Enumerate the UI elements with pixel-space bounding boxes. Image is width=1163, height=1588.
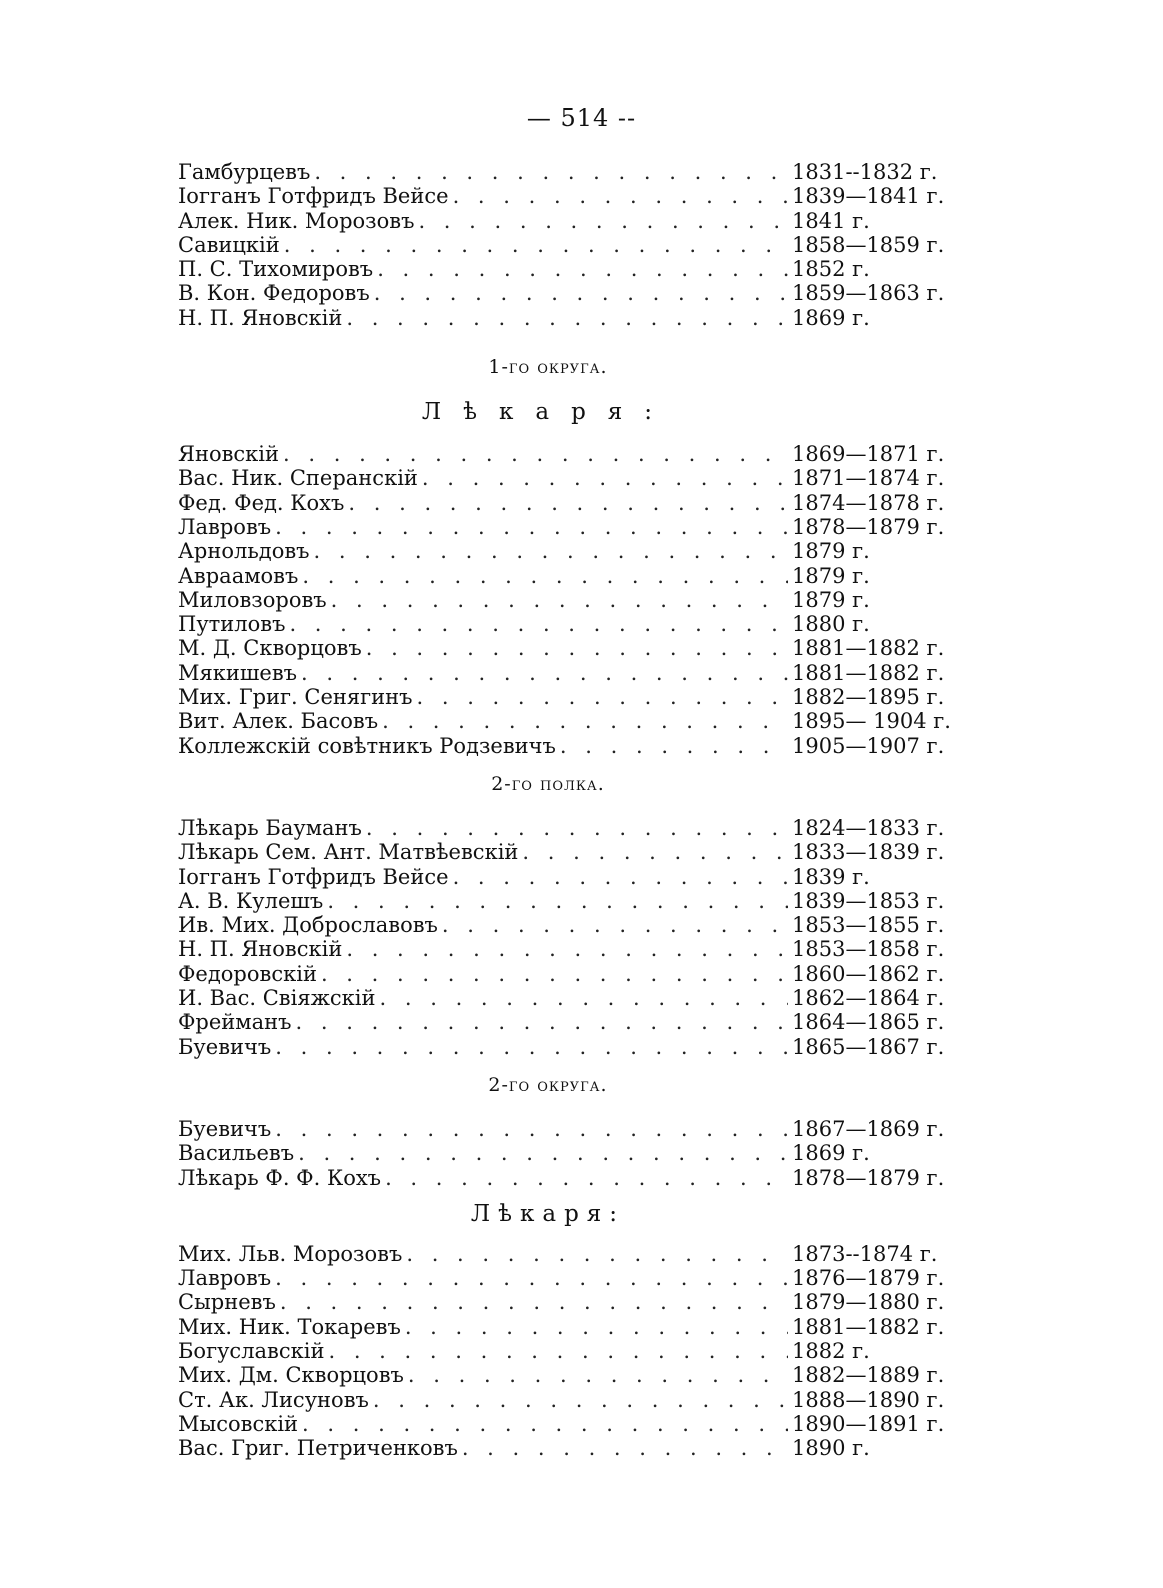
dot-leader bbox=[417, 685, 789, 709]
entry-years: 1853—1855 г. bbox=[792, 913, 945, 938]
list-item bbox=[178, 889, 978, 913]
list-item bbox=[178, 661, 978, 685]
list-item bbox=[178, 539, 978, 563]
entry-years: 1839—1853 г. bbox=[792, 888, 945, 913]
entry-name: Мякишевъ bbox=[178, 660, 298, 685]
entry-years: 1888—1890 г. bbox=[792, 1387, 945, 1412]
entry-name: Мих. Льв. Морозовъ bbox=[178, 1241, 403, 1266]
list-item bbox=[178, 209, 978, 233]
list-item bbox=[178, 734, 978, 758]
section-subheading: Лѣкаря: bbox=[421, 399, 675, 426]
entry-years: 1871—1874 г. bbox=[792, 466, 945, 491]
roster-list bbox=[178, 160, 978, 1460]
list-item bbox=[178, 281, 978, 305]
entry-years: 1869 г. bbox=[792, 1141, 870, 1166]
entry-years: 1869—1871 г. bbox=[792, 442, 945, 467]
list-item bbox=[178, 306, 978, 330]
entry-years: 1881—1882 г. bbox=[792, 660, 945, 685]
entry-years: 1881—1882 г. bbox=[792, 636, 945, 661]
entry-years: 1879 г. bbox=[792, 587, 870, 612]
entry-years: 1865—1867 г. bbox=[792, 1034, 945, 1059]
list-item bbox=[178, 612, 978, 636]
entry-years: 1833—1839 г. bbox=[792, 840, 945, 865]
entry-name: Гамбурцевъ bbox=[178, 160, 311, 184]
entry-name: М. Д. Скворцовъ bbox=[178, 636, 362, 661]
list-item bbox=[178, 1010, 978, 1034]
entry-name: Буевичъ bbox=[178, 1034, 272, 1059]
dot-leader bbox=[453, 184, 788, 208]
entry-years: 1882—1895 г. bbox=[792, 685, 945, 710]
dot-leader bbox=[296, 1010, 788, 1034]
entry-name: Мих. Григ. Сенягинъ bbox=[178, 685, 413, 710]
section-heading: 2-го полка. bbox=[491, 772, 605, 795]
dot-leader bbox=[280, 1290, 788, 1314]
dot-leader bbox=[366, 636, 788, 660]
dot-leader bbox=[275, 1035, 788, 1059]
dot-leader bbox=[406, 1242, 788, 1266]
dot-leader bbox=[284, 233, 788, 257]
entry-name: Яновскій bbox=[178, 442, 280, 467]
entry-years: 1878—1879 г. bbox=[792, 1165, 945, 1190]
list-item bbox=[178, 588, 978, 612]
dot-leader bbox=[385, 1166, 788, 1190]
list-item bbox=[178, 913, 978, 937]
entry-name: Мысовскій bbox=[178, 1411, 299, 1436]
list-item bbox=[178, 1117, 978, 1141]
dot-leader bbox=[275, 1117, 788, 1141]
entry-name: Фрейманъ bbox=[178, 1010, 292, 1035]
entry-years: 1882—1889 г. bbox=[792, 1363, 945, 1388]
entry-years: 1864—1865 г. bbox=[792, 1010, 945, 1035]
entry-name: Васильевъ bbox=[178, 1141, 295, 1166]
entry-name: Вас. Ник. Сперанскій bbox=[178, 466, 418, 491]
list-item bbox=[178, 685, 978, 709]
entry-years: 1862—1864 г. bbox=[792, 986, 945, 1011]
dot-leader bbox=[382, 709, 788, 733]
entry-name: Савицкій bbox=[178, 232, 280, 257]
dot-leader bbox=[373, 1388, 788, 1412]
entry-name: Коллежскій совѣтникъ Родзевичъ bbox=[178, 733, 556, 758]
dot-leader bbox=[331, 588, 788, 612]
list-item bbox=[178, 1166, 978, 1190]
entry-years: 1876—1879 г. bbox=[792, 1266, 945, 1291]
dot-leader bbox=[328, 1339, 788, 1363]
entry-name: Алек. Ник. Морозовъ bbox=[178, 208, 415, 233]
entry-name: Авраамовъ bbox=[178, 563, 299, 588]
entry-name: Миловзоровъ bbox=[178, 587, 327, 612]
list-item bbox=[178, 636, 978, 660]
list-item bbox=[178, 937, 978, 961]
list-item bbox=[178, 564, 978, 588]
list-item bbox=[178, 442, 978, 466]
dot-leader bbox=[408, 1363, 788, 1387]
dot-leader bbox=[275, 1266, 788, 1290]
entry-years: 1882 г. bbox=[792, 1338, 870, 1363]
list-item bbox=[178, 257, 978, 281]
entry-name: Вас. Григ. Петриченковъ bbox=[178, 1436, 458, 1461]
dot-leader bbox=[314, 539, 788, 563]
section-subheading: Лѣкаря: bbox=[470, 1200, 626, 1227]
dot-leader bbox=[374, 281, 788, 305]
entry-name: Ст. Ак. Лисуновъ bbox=[178, 1387, 369, 1412]
dot-leader bbox=[442, 913, 788, 937]
list-item bbox=[178, 1363, 978, 1387]
dot-leader bbox=[380, 986, 788, 1010]
dot-leader bbox=[560, 734, 788, 758]
entry-years: 1880 г. bbox=[792, 612, 870, 637]
entry-name: Лѣкарь Ф. Ф. Кохъ bbox=[178, 1165, 382, 1190]
entry-name: Лавровъ bbox=[178, 1266, 272, 1291]
list-item bbox=[178, 840, 978, 864]
dot-leader bbox=[327, 889, 788, 913]
dot-leader bbox=[346, 937, 788, 961]
entry-name: П. С. Тихомировъ bbox=[178, 257, 374, 282]
dot-leader bbox=[314, 160, 788, 184]
dot-leader bbox=[418, 209, 788, 233]
list-item bbox=[178, 491, 978, 515]
list-item bbox=[178, 1035, 978, 1059]
list-item bbox=[178, 1141, 978, 1165]
dot-leader bbox=[462, 1436, 788, 1460]
entry-name: Лавровъ bbox=[178, 514, 272, 539]
list-item bbox=[178, 1315, 978, 1339]
entry-name: Мих. Дм. Скворцовъ bbox=[178, 1363, 404, 1388]
dot-leader bbox=[321, 962, 788, 986]
dot-leader bbox=[283, 442, 788, 466]
entry-name: Н. П. Яновскій bbox=[178, 937, 343, 962]
entry-name: Лѣкарь Бауманъ bbox=[178, 815, 362, 840]
entry-years: 1873--1874 г. bbox=[792, 1241, 938, 1266]
entry-years: 1839—1841 г. bbox=[792, 184, 945, 209]
entry-years: 1890—1891 г. bbox=[792, 1411, 945, 1436]
dot-leader bbox=[453, 865, 788, 889]
dot-leader bbox=[346, 306, 788, 330]
list-item bbox=[178, 233, 978, 257]
entry-name: Буевичъ bbox=[178, 1116, 272, 1141]
entry-years: 1890 г. bbox=[792, 1436, 870, 1461]
entry-years: 1858—1859 г. bbox=[792, 232, 945, 257]
entry-years: 1879 г. bbox=[792, 539, 870, 564]
entry-years: 1867—1869 г. bbox=[792, 1116, 945, 1141]
list-item bbox=[178, 1242, 978, 1266]
dot-leader bbox=[366, 816, 788, 840]
entry-name: Сырневъ bbox=[178, 1290, 276, 1315]
entry-name: Арнольдовъ bbox=[178, 539, 310, 564]
section-heading: 2-го округа. bbox=[488, 1073, 608, 1096]
entry-name: Іогганъ Готфридъ Вейсе bbox=[178, 864, 449, 889]
entry-name: Фед. Фед. Кохъ bbox=[178, 490, 345, 515]
list-item bbox=[178, 1436, 978, 1460]
entry-years: 1905—1907 г. bbox=[792, 733, 945, 758]
list-item bbox=[178, 986, 978, 1010]
list-item bbox=[178, 1412, 978, 1436]
list-item bbox=[178, 1266, 978, 1290]
entry-years: 1860—1862 г. bbox=[792, 961, 945, 986]
dot-leader bbox=[302, 1412, 788, 1436]
list-item bbox=[178, 709, 978, 733]
dot-leader bbox=[405, 1315, 788, 1339]
list-item bbox=[178, 515, 978, 539]
dot-leader bbox=[275, 515, 788, 539]
entry-years: 1831--1832 г. bbox=[792, 160, 938, 184]
dot-leader bbox=[522, 840, 788, 864]
entry-name: В. Кон. Федоровъ bbox=[178, 281, 370, 306]
entry-name: Лѣкарь Сем. Ант. Матвѣевскій bbox=[178, 840, 519, 865]
entry-name: Вит. Алек. Басовъ bbox=[178, 709, 379, 734]
list-item bbox=[178, 816, 978, 840]
list-item bbox=[178, 1339, 978, 1363]
entry-years: 1839 г. bbox=[792, 864, 870, 889]
entry-years: 1824—1833 г. bbox=[792, 815, 945, 840]
entry-name: Іогганъ Готфридъ Вейсе bbox=[178, 184, 449, 209]
entry-years: 1895— 1904 г. bbox=[792, 709, 951, 734]
entry-years: 1879 г. bbox=[792, 563, 870, 588]
entry-years: 1878—1879 г. bbox=[792, 514, 945, 539]
entry-name: Н. П. Яновскій bbox=[178, 305, 343, 330]
dot-leader bbox=[422, 466, 788, 490]
dot-leader bbox=[377, 257, 788, 281]
entry-years: 1852 г. bbox=[792, 257, 870, 282]
list-item bbox=[178, 466, 978, 490]
dot-leader bbox=[289, 612, 788, 636]
entry-name: Путиловъ bbox=[178, 612, 286, 637]
page-number: — 514 -- bbox=[526, 104, 637, 132]
entry-years: 1874—1878 г. bbox=[792, 490, 945, 515]
dot-leader bbox=[348, 491, 788, 515]
entry-years: 1879—1880 г. bbox=[792, 1290, 945, 1315]
list-item bbox=[178, 1388, 978, 1412]
entry-name: Богуславскій bbox=[178, 1338, 325, 1363]
entry-years: 1853—1858 г. bbox=[792, 937, 945, 962]
list-item bbox=[178, 160, 978, 184]
dot-leader bbox=[298, 1141, 788, 1165]
entry-years: 1859—1863 г. bbox=[792, 281, 945, 306]
entry-years: 1869 г. bbox=[792, 305, 870, 330]
list-item bbox=[178, 184, 978, 208]
entry-name: И. Вас. Свіяжскій bbox=[178, 986, 376, 1011]
entry-name: Ив. Мих. Доброславовъ bbox=[178, 913, 438, 938]
section-heading: 1-го округа. bbox=[488, 356, 608, 379]
entry-name: Федоровскій bbox=[178, 961, 317, 986]
entry-name: Мих. Ник. Токаревъ bbox=[178, 1314, 401, 1339]
dot-leader bbox=[302, 564, 788, 588]
list-item bbox=[178, 1290, 978, 1314]
entry-name: А. В. Кулешъ bbox=[178, 888, 324, 913]
list-item bbox=[178, 962, 978, 986]
entry-years: 1881—1882 г. bbox=[792, 1314, 945, 1339]
entry-years: 1841 г. bbox=[792, 208, 870, 233]
list-item bbox=[178, 865, 978, 889]
dot-leader bbox=[301, 661, 788, 685]
